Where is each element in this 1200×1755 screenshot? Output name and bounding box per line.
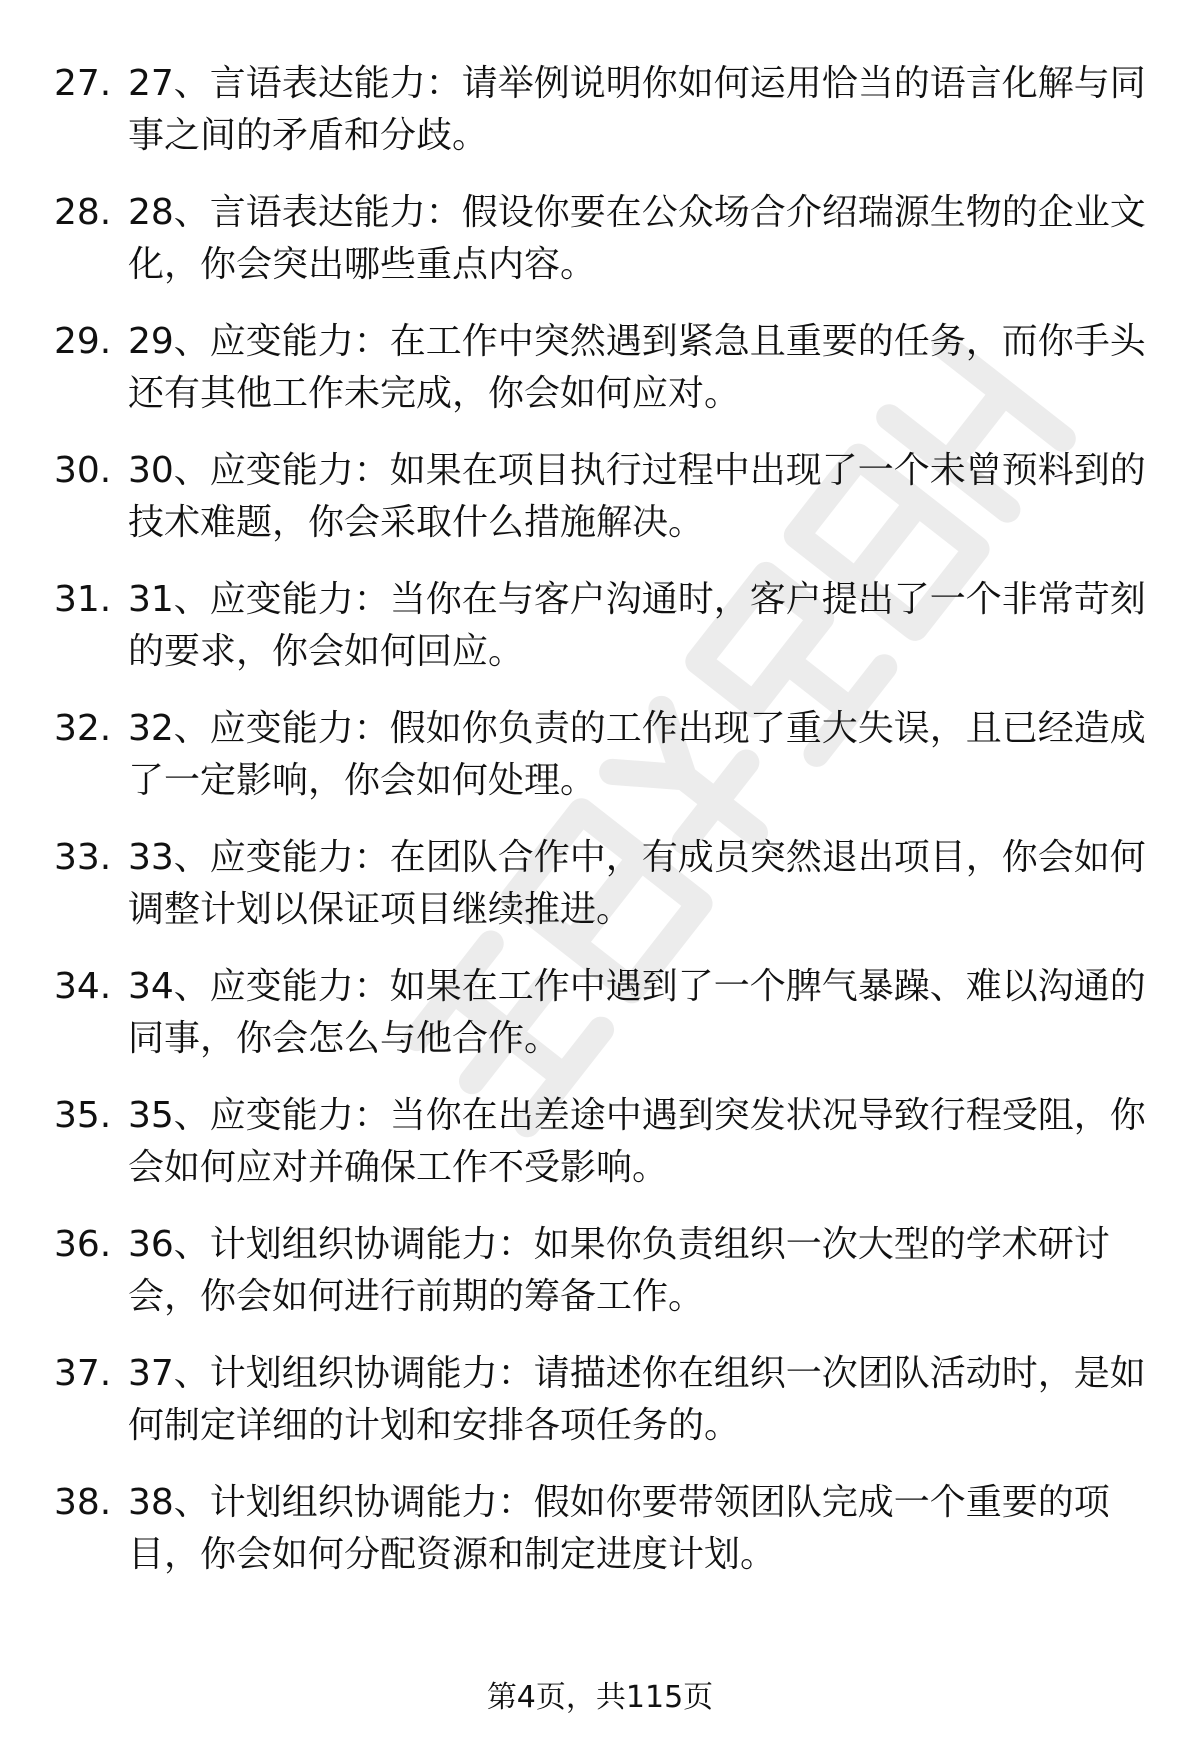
list-item: [0, 1348, 1200, 1477]
question-text: 35、应变能力：当你在出差途中遇到突发状况导致行程受阻，你会如何应对并确保工作不受影响。: [128, 1095, 1146, 1188]
question-text: 38、计划组织协调能力：假如你要带领团队完成一个重要的项目，你会如何分配资源和制定进度计划。: [128, 1482, 1110, 1575]
question-number: 38.: [54, 1482, 112, 1523]
list-item: [0, 574, 1200, 703]
list-item: [0, 316, 1200, 445]
list-item: [0, 703, 1200, 832]
list-item: [0, 1477, 1200, 1606]
question-list: [0, 58, 1200, 1606]
question-text: 36、计划组织协调能力：如果你负责组织一次大型的学术研讨会，你会如何进行前期的筹备工作。: [128, 1224, 1110, 1317]
question-number: 34.: [54, 966, 112, 1007]
question-number: 28.: [54, 192, 112, 233]
list-item: [0, 187, 1200, 316]
question-number: 35.: [54, 1095, 112, 1136]
question-text: 32、应变能力：假如你负责的工作出现了重大失误，且已经造成了一定影响，你会如何处理。: [128, 708, 1146, 801]
list-item: [0, 58, 1200, 187]
question-text: 34、应变能力：如果在工作中遇到了一个脾气暴躁、难以沟通的同事，你会怎么与他合作。: [128, 966, 1146, 1059]
question-number: 32.: [54, 708, 112, 749]
list-item: [0, 832, 1200, 961]
question-number: 36.: [54, 1224, 112, 1265]
question-number: 27.: [54, 63, 112, 104]
list-item: [0, 1090, 1200, 1219]
question-number: 33.: [54, 837, 112, 878]
question-text: 27、言语表达能力：请举例说明你如何运用恰当的语言化解与同事之间的矛盾和分歧。: [128, 63, 1146, 156]
question-number: 31.: [54, 579, 112, 620]
list-item: [0, 961, 1200, 1090]
question-text: 37、计划组织协调能力：请描述你在组织一次团队活动时，是如何制定详细的计划和安排各项任务的。: [128, 1353, 1146, 1446]
question-text: 30、应变能力：如果在项目执行过程中出现了一个未曾预料到的技术难题，你会采取什么措施解决。: [128, 450, 1146, 543]
question-text: 28、言语表达能力：假设你要在公众场合介绍瑞源生物的企业文化，你会突出哪些重点内容。: [128, 192, 1146, 285]
page-footer: 第4页，共115页: [486, 1680, 714, 1715]
question-text: 29、应变能力：在工作中突然遇到紧急且重要的任务，而你手头还有其他工作未完成，你会如何应对。: [128, 321, 1146, 414]
list-item: [0, 445, 1200, 574]
question-text: 33、应变能力：在团队合作中，有成员突然退出项目，你会如何调整计划以保证项目继续推进。: [128, 837, 1146, 930]
question-number: 30.: [54, 450, 112, 491]
question-number: 37.: [54, 1353, 112, 1394]
list-item: [0, 1219, 1200, 1348]
question-text: 31、应变能力：当你在与客户沟通时，客户提出了一个非常苛刻的要求，你会如何回应。: [128, 579, 1146, 672]
question-number: 29.: [54, 321, 112, 362]
